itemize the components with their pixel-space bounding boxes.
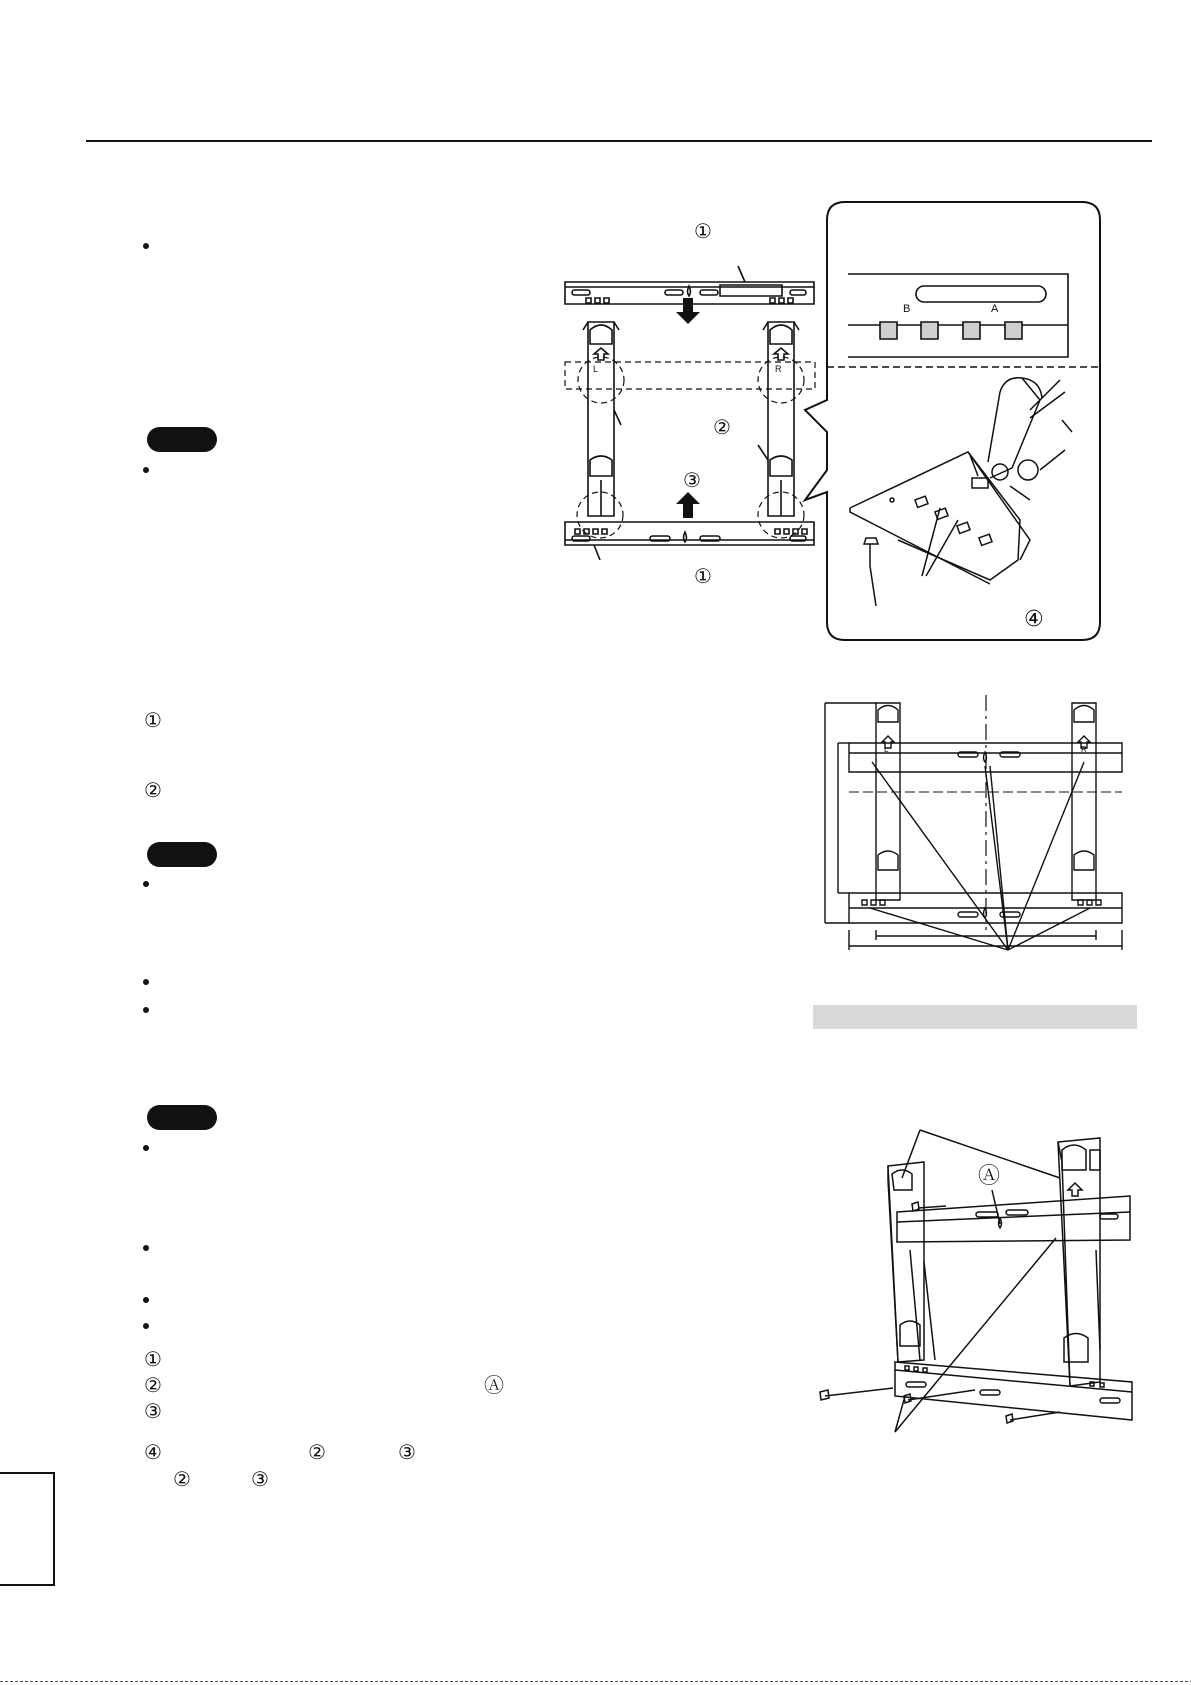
callout-letter-b: B — [903, 303, 911, 315]
fig1-letter-l: L — [593, 364, 599, 374]
bottom-crop-line — [0, 1681, 1191, 1682]
side-tab — [0, 1472, 55, 1586]
step-2-marker: ② — [144, 778, 162, 802]
fig1-label-3: ③ — [683, 468, 701, 492]
callout-letter-a: A — [991, 303, 999, 315]
step-4-marker: ④ — [144, 1440, 162, 1464]
step-2-ref-a: ② — [308, 1440, 326, 1464]
step-3-ref-a: ③ — [398, 1440, 416, 1464]
step-3-ref-b: ③ — [251, 1467, 269, 1491]
fig1-label-1-bottom: ① — [694, 564, 712, 588]
step-3-marker-b: ③ — [144, 1399, 162, 1423]
dim-letter-l: L — [884, 745, 889, 754]
step-1-marker-b: ① — [144, 1347, 162, 1371]
step-2-marker-b: ② — [144, 1373, 162, 1397]
fig1-label-1-top: ① — [694, 219, 712, 243]
fig1-letter-r: R — [775, 364, 782, 374]
dim-letter-r: R — [1081, 745, 1087, 754]
callout-label-4: ④ — [1024, 607, 1044, 632]
perspective-point-a: Ⓐ — [978, 1164, 1001, 1189]
step-2-ref-b: ② — [173, 1467, 191, 1491]
point-a-marker: Ⓐ — [484, 1373, 504, 1397]
fig1-label-2: ② — [713, 415, 731, 439]
step-1-marker: ① — [144, 708, 162, 732]
